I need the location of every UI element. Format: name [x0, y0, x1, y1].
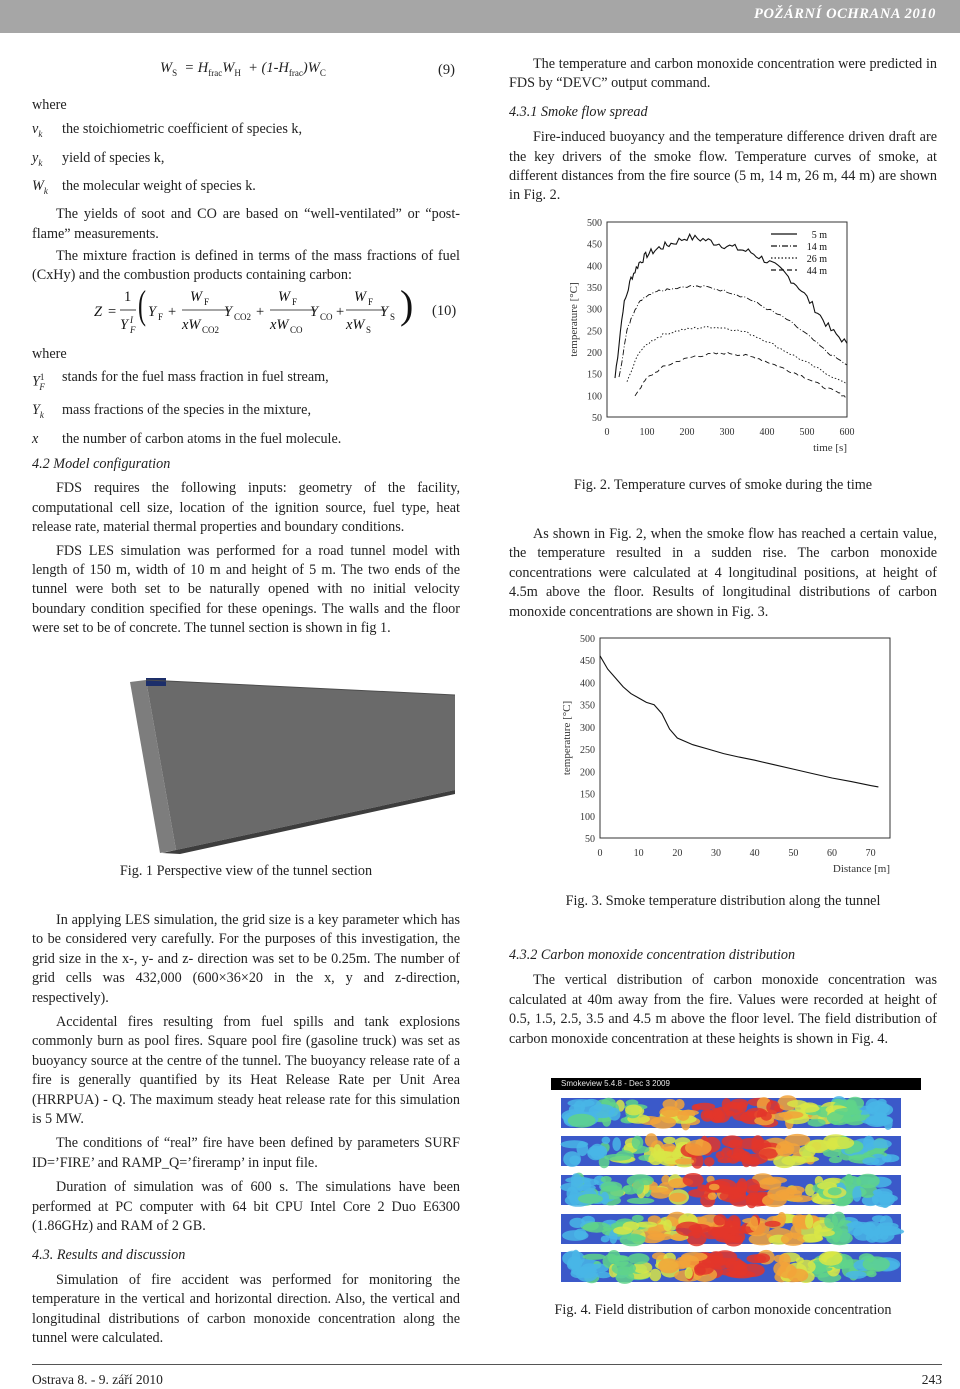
x-tick-label: 0	[597, 848, 603, 859]
svg-text:W: W	[278, 289, 291, 305]
paragraph-accidental: Accidental fires resulting from fuel spills and tank explosions commonly burn as pool fires. Square pool fire (gasoline truck) was set as buoyancy source at the centre of the tunnel. The buoyancy release rate of a fire is generally quantified by its Heat Release Rate per Unit Area (HRRPUA) - Q. The maximum steady heat release rate for this simulation is 5 MW.	[32, 1014, 460, 1128]
definition-item	[32, 149, 460, 173]
field-blob	[676, 1222, 702, 1237]
field-blob	[708, 1193, 717, 1200]
field-blob	[726, 1261, 747, 1270]
field-blob	[709, 1184, 720, 1191]
field-blob	[681, 1252, 707, 1261]
field-blob	[714, 1214, 727, 1225]
x-axis-label: time [s]	[813, 442, 847, 454]
field-blob	[722, 1135, 743, 1147]
field-blob	[685, 1140, 712, 1156]
paragraph-mixture: The mixture fraction is defined in terms of the mass fractions of fuel (CxHy) and the combustion products containing carbon:	[32, 247, 460, 284]
equation-10	[90, 285, 420, 343]
field-blob	[846, 1222, 872, 1229]
definition-symbol: $v_k$	[32, 121, 43, 140]
svg-text:xW: xW	[346, 317, 365, 333]
field-blob	[612, 1262, 636, 1276]
field-blob	[767, 1186, 794, 1201]
section-heading-4-3-1: 4.3.1 Smoke flow spread	[509, 103, 648, 120]
field-blob	[872, 1194, 898, 1203]
field-blob	[632, 1136, 644, 1150]
field-blob	[805, 1214, 813, 1229]
field-blob	[762, 1178, 778, 1185]
field-blob	[856, 1174, 880, 1189]
definition-item	[32, 120, 460, 144]
y-tick-label: 100	[587, 391, 602, 403]
svg-text:CO: CO	[320, 312, 333, 322]
paragraph-smoke-flow: Fire-induced buoyancy and the temperature difference driven draft are the key drivers of the smoke flow. Temperature curves of smoke, at different distances from the fire source (5 m, 14 m, 26 m, 44 m) are shown in Fig. 2.	[509, 129, 937, 204]
y-axis-label: temperature [°C]	[561, 700, 573, 776]
field-blob	[862, 1157, 879, 1165]
paragraph-devc: The temperature and carbon monoxide concentration were predicted in FDS by “DEVC” output command.	[509, 56, 937, 92]
left-column-top	[32, 96, 460, 286]
field-blob	[601, 1236, 610, 1243]
figure-1-caption: Fig. 1 Perspective view of the tunnel section	[119, 863, 373, 879]
x-tick-label: 400	[759, 427, 775, 438]
svg-text:F: F	[368, 297, 374, 307]
y-tick-label: 500	[587, 218, 602, 229]
field-blob	[683, 1173, 704, 1187]
figure-3-caption: Fig. 3. Smoke temperature distribution along the tunnel	[565, 893, 881, 909]
definition-item	[32, 368, 460, 397]
field-blob	[627, 1198, 655, 1204]
svg-text:(: (	[138, 285, 146, 328]
y-tick-label: 250	[587, 326, 602, 338]
field-blob	[571, 1266, 589, 1275]
svg-text:I: I	[130, 315, 133, 325]
svg-text:F: F	[130, 325, 136, 335]
svg-text:Y: Y	[310, 304, 319, 320]
field-blob	[568, 1114, 596, 1128]
y-tick-label: 250	[580, 745, 595, 757]
plot-frame	[600, 638, 890, 838]
definition-text: stands for the fuel mass fraction in fuel stream,	[62, 369, 329, 386]
definition-item	[32, 401, 460, 425]
field-blob	[694, 1103, 715, 1110]
field-blob	[776, 1141, 795, 1157]
definition-item	[32, 430, 460, 449]
field-blob	[613, 1227, 632, 1235]
field-blob	[807, 1140, 830, 1152]
x-tick-label: 30	[711, 848, 721, 859]
field-blob	[741, 1154, 768, 1165]
x-tick-label: 20	[672, 848, 683, 859]
x-tick-label: 70	[865, 848, 876, 859]
x-tick-label: 100	[639, 427, 655, 438]
series-line	[619, 286, 847, 377]
field-blob	[749, 1216, 758, 1231]
definition-item	[32, 177, 460, 201]
svg-text:CO2: CO2	[234, 312, 252, 322]
field-blob	[604, 1154, 631, 1161]
definition-symbol: x	[32, 430, 39, 447]
field-blob	[845, 1174, 854, 1186]
x-tick-label: 60	[827, 848, 837, 859]
field-blob	[795, 1104, 820, 1113]
field-blob	[633, 1179, 644, 1194]
field-blob	[808, 1119, 826, 1127]
svg-text:): )	[400, 285, 414, 327]
section-heading-4-3: 4.3. Results and discussion	[32, 1246, 186, 1263]
field-band	[561, 1212, 904, 1247]
definition-text: mass fractions of the species in the mixture,	[62, 402, 312, 419]
field-blob	[601, 1176, 612, 1183]
field-blob	[596, 1272, 612, 1278]
svg-text:S: S	[390, 312, 396, 322]
field-blob	[658, 1258, 679, 1273]
svg-text:Y: Y	[380, 304, 389, 320]
field-blob	[620, 1234, 646, 1247]
field-blob	[824, 1214, 838, 1229]
svg-text:+: +	[168, 304, 177, 320]
field-band	[561, 1133, 901, 1168]
svg-text:+: +	[256, 304, 265, 320]
field-blob	[653, 1144, 661, 1158]
x-tick-label: 300	[719, 427, 735, 438]
series-line	[635, 352, 847, 398]
svg-text:xW: xW	[182, 317, 201, 333]
svg-text:F: F	[204, 297, 210, 307]
y-tick-label: 350	[580, 700, 595, 712]
field-blob	[846, 1271, 867, 1279]
field-blob	[721, 1147, 732, 1158]
figure-4-field-bands	[551, 1078, 911, 1293]
legend-label: 26 m	[806, 254, 827, 265]
field-blob	[790, 1224, 801, 1239]
field-blob	[650, 1116, 676, 1128]
right-column-mid	[509, 525, 937, 622]
field-blob	[602, 1137, 611, 1144]
field-blob	[623, 1186, 631, 1193]
field-blob	[828, 1187, 842, 1195]
y-tick-label: 500	[580, 634, 595, 645]
footer-rule	[32, 1364, 942, 1365]
field-band	[561, 1250, 901, 1284]
field-blob	[870, 1139, 892, 1148]
legend-label: 14 m	[806, 242, 827, 253]
field-blob	[677, 1111, 689, 1121]
field-blob	[711, 1226, 736, 1234]
svg-text:CO: CO	[290, 325, 303, 335]
paragraph-duration: Duration of simulation was of 600 s. The simulations have been performed at PC computer with 64 bit CPU Intel Core 2 Duo E6300 (1.86GHz) and RAM of 2 GB.	[32, 1179, 460, 1235]
field-blob	[803, 1234, 823, 1243]
svg-text:F: F	[292, 297, 298, 307]
legend-label: 5 m	[811, 230, 827, 241]
paragraph-yields: The yields of soot and CO are based on “well-ventilated” or “post-flame” measurements.	[32, 206, 460, 242]
field-blob	[852, 1186, 861, 1201]
field-blob	[793, 1214, 806, 1225]
x-tick-label: 600	[839, 427, 855, 438]
field-blob	[773, 1155, 795, 1168]
field-blob	[828, 1137, 854, 1150]
x-tick-label: 0	[604, 427, 610, 438]
y-tick-label: 300	[587, 304, 602, 316]
legend-label: 44 m	[806, 266, 827, 277]
y-tick-label: 350	[587, 283, 602, 294]
svg-text:xW: xW	[270, 317, 289, 333]
svg-text:Y: Y	[224, 304, 233, 320]
field-blob	[726, 1111, 735, 1117]
field-blob	[835, 1108, 863, 1115]
y-tick-label: 150	[587, 369, 602, 381]
figure-2-chart	[555, 212, 885, 462]
where-label: where	[32, 97, 67, 113]
field-blob	[874, 1112, 887, 1119]
x-tick-label: 200	[679, 427, 695, 438]
field-blob	[625, 1105, 642, 1116]
field-blob	[819, 1251, 843, 1265]
svg-text:1: 1	[124, 289, 132, 305]
svg-text:Z: Z	[94, 304, 103, 320]
field-blob	[866, 1099, 881, 1113]
left-column-bottom	[32, 911, 460, 1349]
field-blob	[701, 1109, 714, 1122]
field-band	[561, 1095, 901, 1130]
y-tick-label: 400	[580, 678, 595, 690]
svg-text:CO2: CO2	[202, 325, 220, 335]
paragraph-simulation: Simulation of fire accident was performed for monitoring the temperature in the vertical and horizontal direction. Also, the vertical and longitudinal distributions of carbon monoxide concentration along the tunnel were calculated.	[32, 1271, 460, 1347]
right-column-bottom	[509, 946, 937, 1049]
journal-title: POŽÁRNÍ OCHRANA 2010	[754, 6, 936, 22]
equation-9: $W_S = H_{frac}W_H + (1-H_{frac})W_C$	[160, 60, 326, 78]
series-line	[600, 656, 878, 787]
field-band	[560, 1173, 901, 1209]
x-tick-label: 10	[633, 848, 644, 859]
svg-text:S: S	[366, 325, 372, 335]
y-tick-label: 200	[587, 348, 602, 359]
field-blob	[607, 1250, 620, 1264]
x-axis-label: Distance [m]	[832, 863, 890, 875]
footer-conference: Ostrava 8. - 9. září 2010	[32, 1372, 163, 1387]
paragraph-conditions: The conditions of “real” fire have been defined by parameters SURF ID=’FIRE’ and RAMP_Q=’fireramp’ in input file.	[32, 1135, 460, 1171]
left-column-mid	[32, 345, 460, 639]
paragraph-fds-les: FDS LES simulation was performed for a road tunnel model with length of 150 m, width of 10 m and height of 5 m. The two ends of the tunnel were both set to be naturally opened with no initial velocity boundary condition specified for these openings. The walls and the floor were set to be of concrete. The tunnel section is shown in fig 1.	[32, 542, 460, 637]
definition-text: yield of species k,	[62, 149, 165, 166]
definition-symbol: $W_k$	[32, 177, 48, 196]
field-blob	[562, 1230, 588, 1241]
y-tick-label: 400	[587, 261, 602, 273]
figure-4-titlebar: Smokeview 5.4.8 - Dec 3 2009	[551, 1078, 921, 1090]
equation-10-number: (10)	[432, 303, 457, 319]
x-tick-label: 40	[749, 848, 760, 859]
tunnel-opening-marker	[146, 678, 166, 686]
figure-3-chart	[550, 628, 895, 883]
field-blob	[663, 1099, 678, 1109]
field-blob	[718, 1157, 733, 1163]
paragraph-les: In applying LES simulation, the grid size is a key parameter which has to be considered very carefully. For the purposes of this investigation, the grid size in the x-, y- and z- direction was set to be 0.25m. The number of grid cells was 432,000 (600×36×20 in the x, y and z-direction, respectively).	[32, 912, 460, 1006]
field-blob	[880, 1215, 893, 1230]
definition-text: the number of carbon atoms in the fuel molecule.	[62, 430, 342, 447]
y-tick-label: 150	[580, 789, 595, 801]
section-heading-4-3-2: 4.3.2 Carbon monoxide concentration distribution	[509, 947, 796, 963]
y-tick-label: 300	[580, 722, 595, 734]
field-blob	[675, 1158, 694, 1164]
field-blob	[647, 1233, 673, 1240]
field-blob	[561, 1140, 589, 1148]
definitions-list-2	[32, 368, 460, 449]
right-column-top	[509, 55, 937, 206]
journal-header-bar	[0, 0, 960, 33]
field-blob	[774, 1255, 785, 1263]
svg-text:=: =	[108, 304, 117, 320]
paragraph-fds-inputs: FDS requires the following inputs: geometry of the facility, computational cell size, location of the ignition source, fuel type, heat release rate, material thermal properties and boundary conditions.	[32, 480, 460, 536]
definition-text: the molecular weight of species k.	[62, 177, 256, 194]
figure-4-image	[551, 1078, 911, 1293]
field-blob	[685, 1267, 693, 1279]
field-blob	[863, 1256, 890, 1271]
field-blob	[628, 1253, 650, 1264]
paragraph-vertical-distribution: The vertical distribution of carbon monoxide concentration was calculated at 40m away from the fire. Values were recorded at height of 0.5, 1.5, 2.5, 3.5 and 4.5 m above the floor level. The field distribution of carbon monoxide concentration at these heights is shown in Fig. 4.	[509, 972, 937, 1047]
field-blob	[663, 1137, 676, 1144]
field-blob	[787, 1269, 808, 1282]
definitions-list-1	[32, 120, 460, 201]
svg-text:F: F	[158, 312, 164, 322]
field-blob	[583, 1254, 606, 1260]
y-axis-label: temperature [°C]	[568, 282, 580, 357]
definition-symbol: $y_k$	[32, 149, 43, 168]
field-blob	[704, 1157, 714, 1166]
figure-1-tunnel	[120, 670, 460, 860]
field-blob	[612, 1137, 621, 1151]
figure-4-caption: Fig. 4. Field distribution of carbon monoxide concentration	[554, 1302, 892, 1318]
field-blob	[571, 1173, 582, 1187]
field-blob	[747, 1254, 767, 1263]
svg-text:Y: Y	[120, 317, 129, 333]
equation-9-number: (9)	[438, 62, 455, 78]
section-heading-4-2: 4.2 Model configuration	[32, 456, 171, 473]
y-tick-label: 450	[587, 239, 602, 251]
svg-text:W: W	[190, 289, 203, 305]
field-blob	[649, 1269, 661, 1282]
field-blob	[737, 1178, 748, 1193]
y-tick-label: 200	[580, 767, 595, 779]
field-blob	[632, 1215, 644, 1222]
field-blob	[578, 1194, 603, 1204]
svg-text:W: W	[354, 289, 367, 305]
svg-text:Y: Y	[148, 304, 157, 320]
figure-2-caption: Fig. 2. Temperature curves of smoke during the time	[573, 477, 873, 493]
field-blob	[779, 1111, 804, 1118]
field-blob	[589, 1104, 616, 1118]
field-blob	[730, 1102, 742, 1109]
paragraph-as-shown: As shown in Fig. 2, when the smoke flow has reached a certain value, the temperature resulted in a sudden rise. The carbon monoxide concentrations were calculated at 4 longitudinal positions, at height of 4.5m above the floor. Results of longitudinal distributions of carbon monoxide concentrations are shown in Fig. 3.	[509, 526, 937, 620]
field-blob	[572, 1250, 580, 1265]
page-number: 243	[921, 1372, 942, 1387]
y-tick-label: 50	[592, 413, 602, 424]
field-blob	[765, 1221, 781, 1227]
y-tick-label: 450	[580, 656, 595, 668]
svg-text:+: +	[336, 304, 345, 320]
y-tick-label: 50	[585, 834, 595, 845]
where-label-2: where	[32, 346, 67, 362]
definition-symbol: $Y^1_F$	[32, 372, 45, 392]
field-blob	[663, 1219, 672, 1231]
x-tick-label: 500	[799, 427, 815, 438]
y-tick-label: 100	[580, 811, 595, 823]
field-blob	[766, 1101, 780, 1115]
definition-text: the stoichiometric coefficient of species k,	[62, 121, 303, 138]
field-blob	[694, 1266, 705, 1276]
definition-symbol: $Y_k$	[32, 402, 44, 421]
x-tick-label: 50	[788, 848, 799, 859]
field-blob	[669, 1193, 687, 1202]
